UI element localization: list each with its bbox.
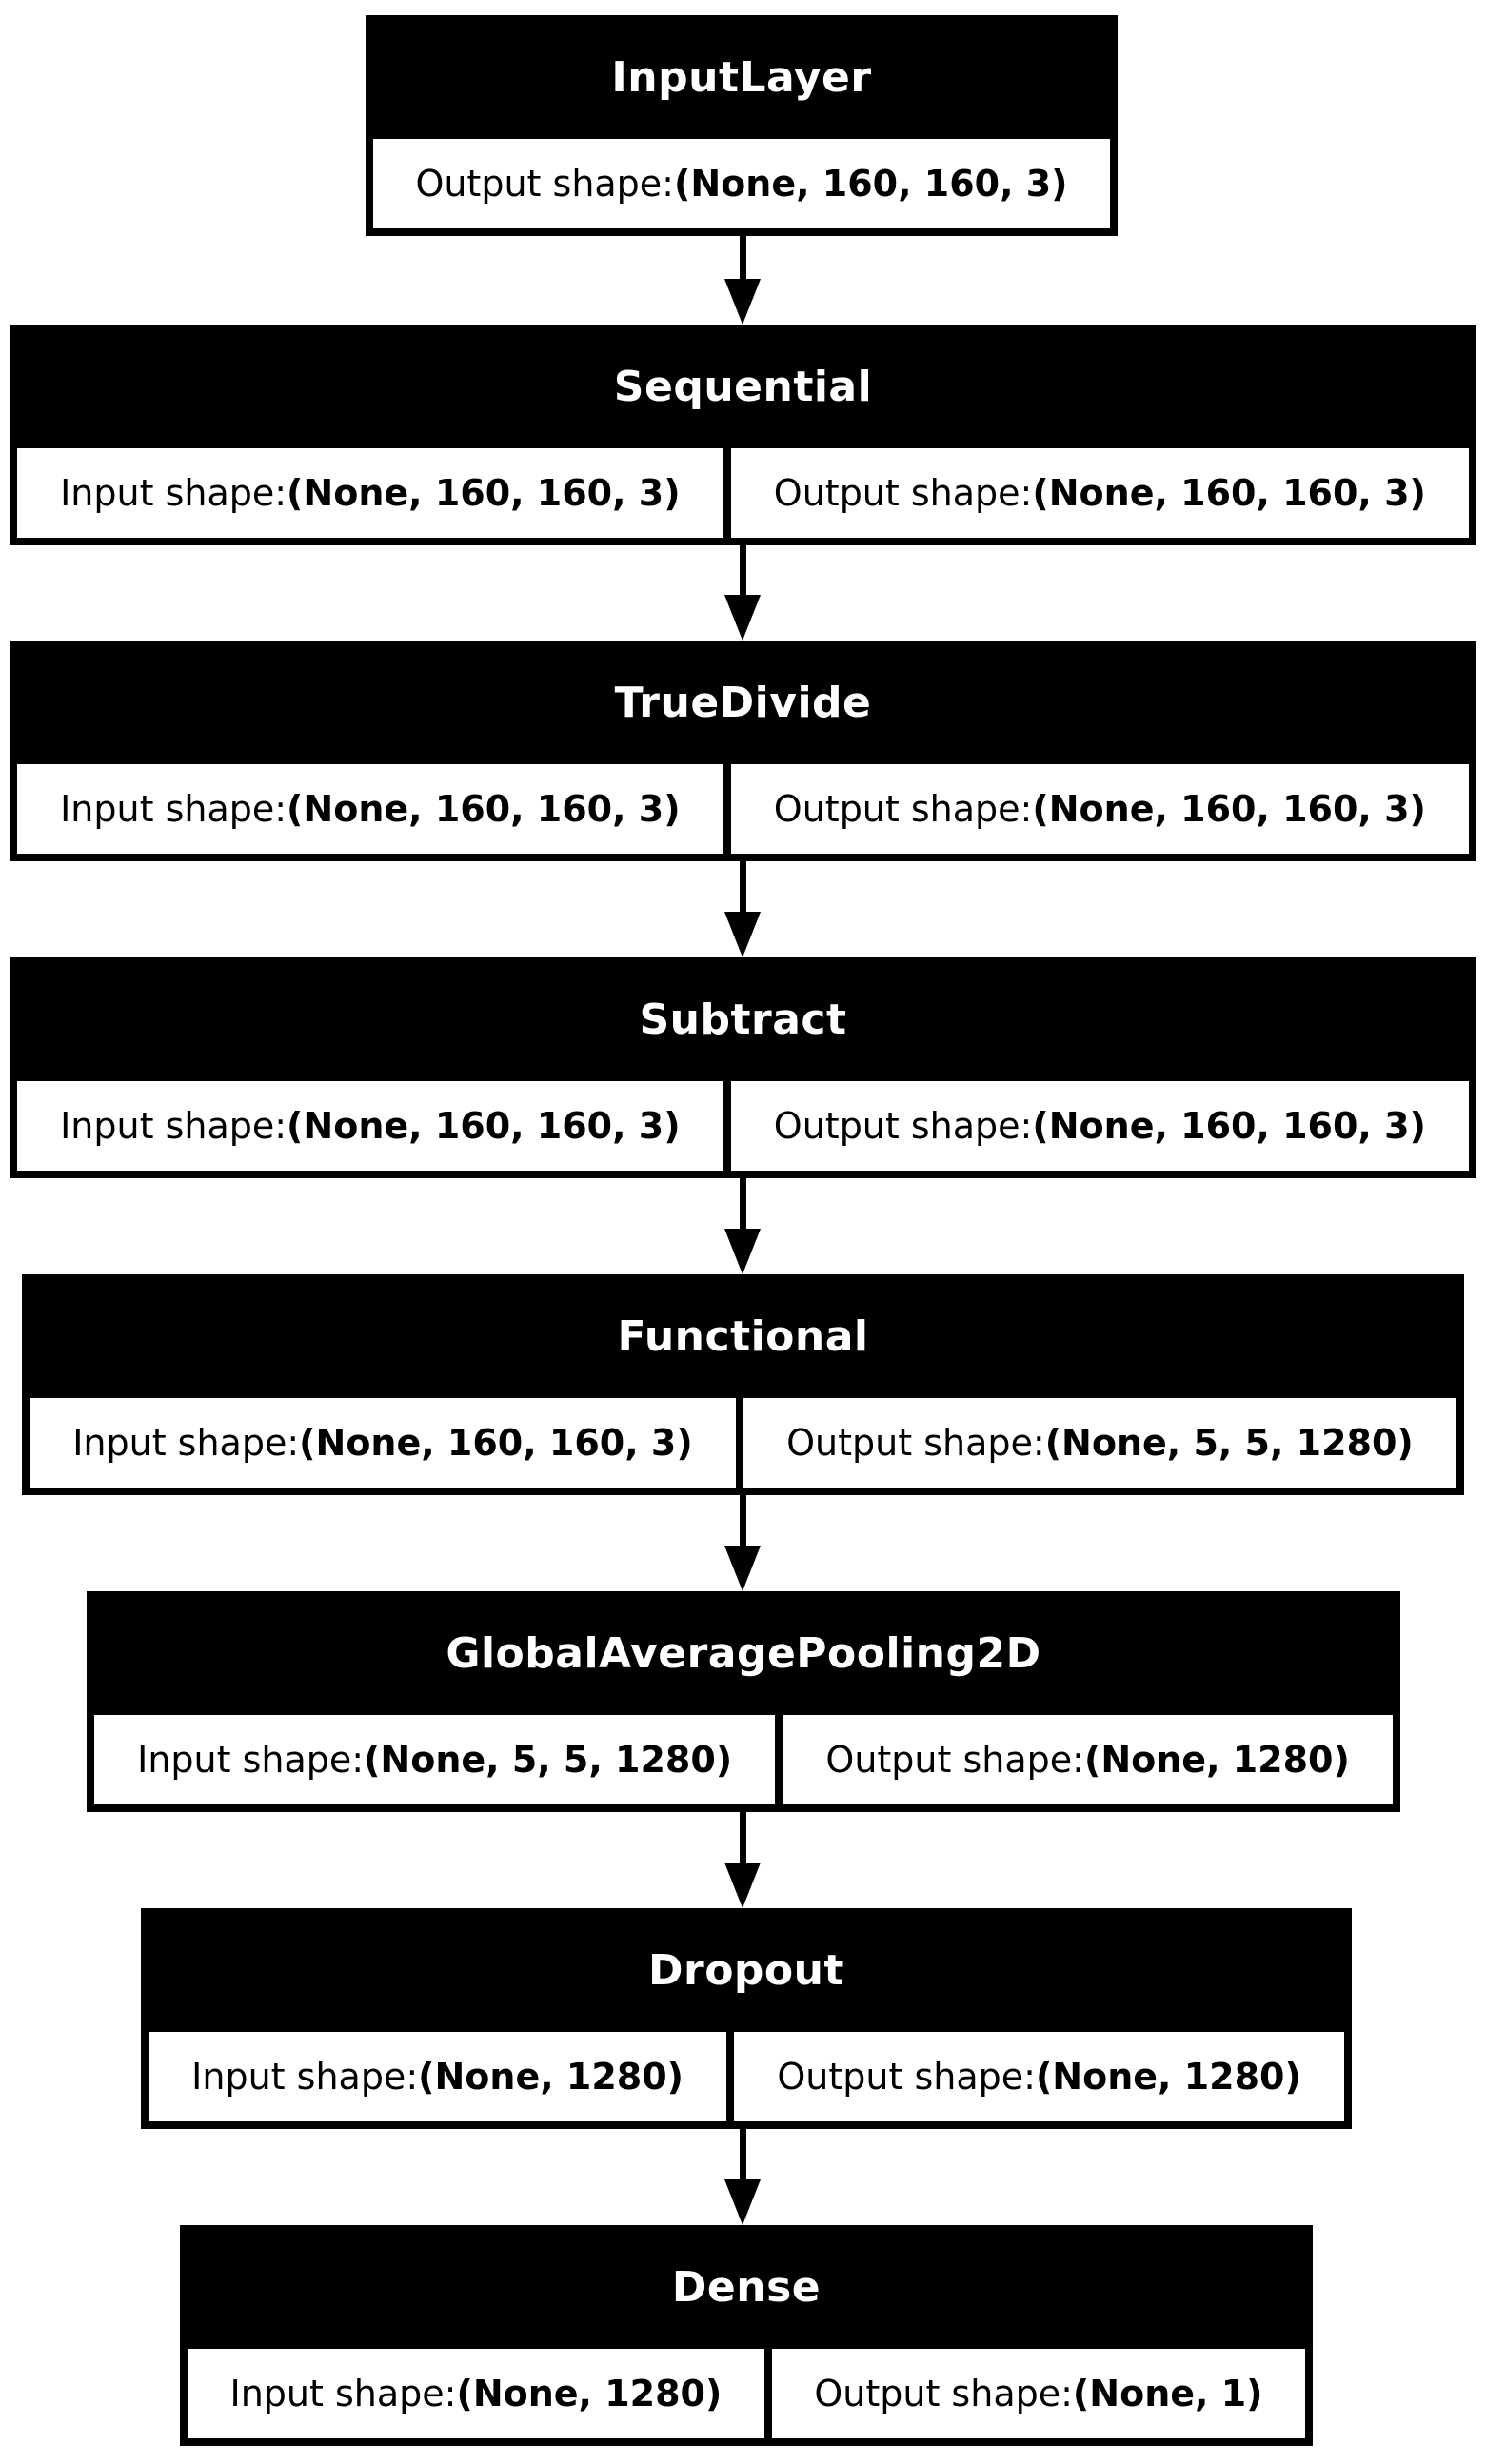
shape-value: (None, 160, 160, 3)	[287, 788, 681, 830]
arrow-shaft	[740, 236, 746, 279]
arrow-shaft	[740, 1812, 746, 1863]
shape-value: (None, 1280)	[418, 2056, 684, 2098]
layer-title: Dropout	[647, 1945, 845, 1995]
arrow-head	[724, 1546, 761, 1591]
shape-value: (None, 1)	[1072, 2373, 1263, 2415]
input-shape-cell	[30, 1398, 736, 1488]
output-shape-cell	[731, 764, 1469, 854]
layer-shape-row	[188, 2349, 1305, 2438]
arrow-down-icon	[724, 236, 761, 325]
arrow-head	[724, 1229, 761, 1274]
input-shape-cell	[94, 1715, 775, 1804]
layer-shape-row	[149, 2032, 1344, 2121]
node-dense	[180, 2225, 1313, 2446]
arrow-down-icon	[724, 545, 761, 641]
shape-label: Output shape:	[773, 472, 1033, 514]
layer-title: InputLayer	[611, 52, 872, 102]
layer-shape-row	[17, 448, 1469, 538]
arrow-down-icon	[724, 1178, 761, 1274]
shape-value: (None, 160, 160, 3)	[287, 472, 681, 514]
arrow-shaft	[740, 1178, 746, 1229]
output-shape-cell	[783, 1715, 1393, 1804]
output-shape-cell	[731, 1081, 1469, 1171]
input-shape-cell	[17, 448, 723, 538]
arrow-head	[724, 279, 761, 325]
input-shape-cell	[188, 2349, 764, 2438]
arrow-head	[724, 912, 761, 957]
shape-label: Input shape:	[60, 472, 287, 514]
shape-label: Input shape:	[60, 1105, 287, 1147]
output-shape-cell	[734, 2032, 1344, 2121]
layer-title: Dense	[671, 2262, 822, 2312]
shape-value: (None, 160, 160, 3)	[1032, 1105, 1426, 1147]
shape-value: (None, 160, 160, 3)	[299, 1422, 693, 1464]
arrow-head	[724, 2179, 761, 2225]
layer-title: GlobalAveragePooling2D	[446, 1628, 1041, 1678]
shape-value: (None, 160, 160, 3)	[287, 1105, 681, 1147]
node-truedivide	[10, 641, 1476, 861]
shape-value: (None, 5, 5, 1280)	[364, 1739, 733, 1781]
shape-value: (None, 160, 160, 3)	[1032, 472, 1426, 514]
arrow-down-icon	[724, 1812, 761, 1908]
layer-shape-row	[94, 1715, 1393, 1804]
shape-label: Output shape:	[814, 2373, 1073, 2415]
input-shape-cell	[17, 1081, 723, 1171]
arrow-shaft	[740, 1495, 746, 1546]
output-shape-cell	[772, 2349, 1305, 2438]
layer-shape-row	[373, 139, 1110, 228]
shape-label: Input shape:	[60, 788, 287, 830]
node-sequential	[10, 325, 1476, 545]
output-shape-cell	[743, 1398, 1456, 1488]
shape-label: Output shape:	[786, 1422, 1045, 1464]
arrow-head	[724, 1863, 761, 1908]
shape-value: (None, 1280)	[1035, 2056, 1301, 2098]
layer-shape-row	[30, 1398, 1456, 1488]
arrow-head	[724, 595, 761, 641]
input-shape-cell	[149, 2032, 726, 2121]
layer-title: Functional	[617, 1311, 869, 1361]
node-globalaveragepooling2d	[87, 1591, 1400, 1812]
shape-label: Output shape:	[773, 788, 1033, 830]
shape-label: Output shape:	[777, 2056, 1036, 2098]
shape-value: (None, 1280)	[456, 2373, 723, 2415]
shape-value: (None, 1280)	[1083, 1739, 1350, 1781]
arrow-down-icon	[724, 2129, 761, 2225]
layer-title: Sequential	[613, 362, 873, 411]
shape-label: Input shape:	[137, 1739, 365, 1781]
node-dropout	[141, 1908, 1352, 2129]
shape-value: (None, 160, 160, 3)	[674, 163, 1068, 205]
shape-value: (None, 5, 5, 1280)	[1044, 1422, 1414, 1464]
layer-title: Subtract	[639, 995, 847, 1044]
shape-label: Output shape:	[825, 1739, 1084, 1781]
arrow-shaft	[740, 2129, 746, 2179]
arrow-down-icon	[724, 1495, 761, 1591]
node-functional	[22, 1274, 1464, 1495]
shape-label: Output shape:	[773, 1105, 1033, 1147]
layer-title: TrueDivide	[614, 678, 872, 727]
layer-shape-row	[17, 764, 1469, 854]
arrow-shaft	[740, 861, 746, 912]
input-shape-cell	[17, 764, 723, 854]
node-subtract	[10, 957, 1476, 1178]
arrow-shaft	[740, 545, 746, 595]
arrow-down-icon	[724, 861, 761, 957]
output-shape-cell	[373, 139, 1110, 228]
shape-label: Input shape:	[72, 1422, 300, 1464]
output-shape-cell	[731, 448, 1469, 538]
node-inputlayer	[366, 15, 1118, 236]
shape-label: Input shape:	[229, 2373, 457, 2415]
shape-value: (None, 160, 160, 3)	[1032, 788, 1426, 830]
shape-label: Input shape:	[191, 2056, 419, 2098]
shape-label: Output shape:	[415, 163, 674, 205]
layer-shape-row	[17, 1081, 1469, 1171]
